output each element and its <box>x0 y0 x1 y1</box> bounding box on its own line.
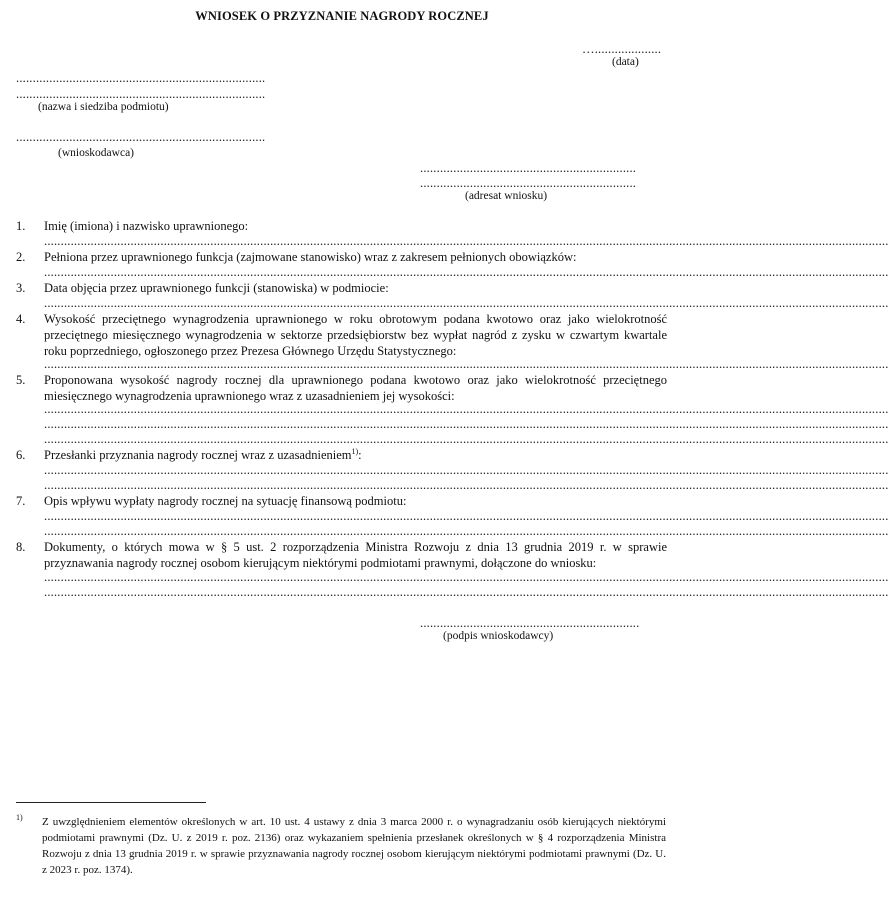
addressee-field-line-2[interactable]: ................................................................. <box>420 176 637 190</box>
item-number: 1. <box>16 219 26 233</box>
answer-line[interactable]: .............................................................................................................................................................................................................................................................. <box>44 265 889 279</box>
answer-line[interactable]: .............................................................................................................................................................................................................................................................. <box>44 570 889 584</box>
answer-line[interactable]: .............................................................................................................................................................................................................................................................. <box>44 524 889 538</box>
item-number: 7. <box>16 494 26 508</box>
footnote-ref: 1) <box>351 446 359 456</box>
answer-line[interactable]: .............................................................................................................................................................................................................................................................. <box>44 432 889 446</box>
answer-line[interactable]: .............................................................................................................................................................................................................................................................. <box>44 478 889 492</box>
item-text: Data objęcia przez uprawnionego funkcji (stanowiska) w podmiocie: <box>44 281 389 295</box>
item-number: 4. <box>16 312 26 326</box>
addressee-label: (adresat wniosku) <box>465 190 548 202</box>
item-number: 6. <box>16 448 26 462</box>
item-number: 8. <box>16 540 26 554</box>
date-field-line[interactable]: ….................... <box>582 42 662 56</box>
answer-line[interactable]: .............................................................................................................................................................................................................................................................. <box>44 463 889 477</box>
signature-field-line[interactable]: .................................................................. <box>420 616 640 630</box>
item-text: Proponowana wysokość nagrody rocznej dla uprawnionego podana kwotowo oraz jako wielokrotność przeciętnego miesięcznego wynagrodzenia uprawnionego wraz z uzasadnieniem jej wysokości: <box>44 373 667 403</box>
item-text: Pełniona przez uprawnionego funkcja (zajmowane stanowisko) wraz z zakresem pełnionych obowiązków: <box>44 250 577 264</box>
item-number: 5. <box>16 373 26 387</box>
answer-line[interactable]: .............................................................................................................................................................................................................................................................. <box>44 417 889 431</box>
item-text: Przesłanki przyznania nagrody rocznej wraz z uzasadnieniem <box>44 448 352 462</box>
date-label: (data) <box>612 56 639 68</box>
footnote-marker: 1) <box>16 813 23 822</box>
item-number: 3. <box>16 281 26 295</box>
answer-line[interactable]: .............................................................................................................................................................................................................................................................. <box>44 357 889 371</box>
item-text-tail: : <box>358 448 362 462</box>
answer-line[interactable]: .............................................................................................................................................................................................................................................................. <box>44 234 889 248</box>
signature-label: (podpis wnioskodawcy) <box>443 630 554 642</box>
applicant-label: (wnioskodawca) <box>58 147 135 159</box>
item-text-wrap <box>44 447 667 463</box>
addressee-field-line-1[interactable]: ................................................................. <box>420 161 637 175</box>
item-text: Imię (imiona) i nazwisko uprawnionego: <box>44 219 249 233</box>
item-text: Wysokość przeciętnego wynagrodzenia uprawnionego w roku obrotowym podana kwotowo oraz jako wielokrotność przeciętnego miesięcznego wynagrodzenia w sektorze przedsiębiorstw bez wypłat nagród z zysku w czwartym kwartale roku poprzedniego, ogłoszonego przez Prezesa Głównego Urzędu Statystycznego: <box>44 312 667 358</box>
footnote-separator <box>16 802 206 803</box>
entity-field-line-2[interactable]: ........................................................................... <box>16 87 266 101</box>
answer-line[interactable]: .............................................................................................................................................................................................................................................................. <box>44 509 889 523</box>
footnote-text: Z uwzględnieniem elementów określonych w art. 10 ust. 4 ustawy z dnia 3 marca 2000 r. o wynagradzaniu osób kierujących niektórymi podmiotami prawnymi (Dz. U. z 2019 r. poz. 2136) oraz wykazaniem spełnienia przesłanek określonych w § 4 rozporządzenia Ministra Rozwoju z dnia 13 grudnia 2019 r. w sprawie przyznawania nagrody rocznej osobom kierującym niektórymi podmiotami prawnymi (Dz. U. z 2023 r. poz. 1374). <box>42 816 666 876</box>
item-text: Opis wpływu wypłaty nagrody rocznej na sytuację finansową podmiotu: <box>44 494 407 508</box>
entity-field-line-1[interactable]: ........................................................................... <box>16 71 266 85</box>
answer-line[interactable]: .............................................................................................................................................................................................................................................................. <box>44 402 889 416</box>
item-text: Dokumenty, o których mowa w § 5 ust. 2 rozporządzenia Ministra Rozwoju z dnia 13 grudnia 2019 r. w sprawie przyznawania nagrody rocznej osobom kierującym niektórymi podmiotami prawnymi, dołączone do wniosku: <box>44 540 667 570</box>
answer-line[interactable]: .............................................................................................................................................................................................................................................................. <box>44 585 889 599</box>
item-number: 2. <box>16 250 26 264</box>
answer-line[interactable]: .............................................................................................................................................................................................................................................................. <box>44 296 889 310</box>
entity-label: (nazwa i siedziba podmiotu) <box>38 101 169 113</box>
document-title: WNIOSEK O PRZYZNANIE NAGRODY ROCZNEJ <box>195 9 489 23</box>
applicant-field-line[interactable]: ........................................................................... <box>16 130 266 144</box>
